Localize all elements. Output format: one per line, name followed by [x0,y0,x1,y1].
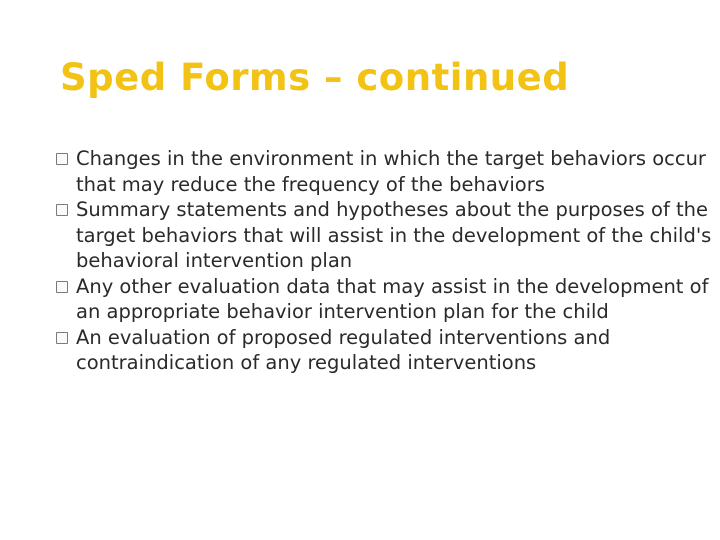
bullet-text: Changes in the environment in which the target behaviors occur that may reduce the frequency of the behaviors [76,147,706,196]
bullet-item [56,325,716,376]
bullet-text: An evaluation of proposed regulated interventions and contraindication of any regulated interventions [76,325,611,374]
bullet-text: Summary statements and hypotheses about the purposes of the target behaviors that will assist in the development of the child's behavioral intervention plan [76,198,712,272]
bullet-list [56,146,716,376]
slide-title: Sped Forms – continued [60,56,570,99]
bullet-item [56,197,716,274]
bullet-item [56,146,716,197]
square-bullet-icon [56,281,68,293]
bullet-item [56,274,716,325]
square-bullet-icon [56,153,68,165]
square-bullet-icon [56,204,68,216]
bullet-text: Any other evaluation data that may assist in the development of an appropriate behavior intervention plan for the child [76,274,709,323]
square-bullet-icon [56,332,68,344]
